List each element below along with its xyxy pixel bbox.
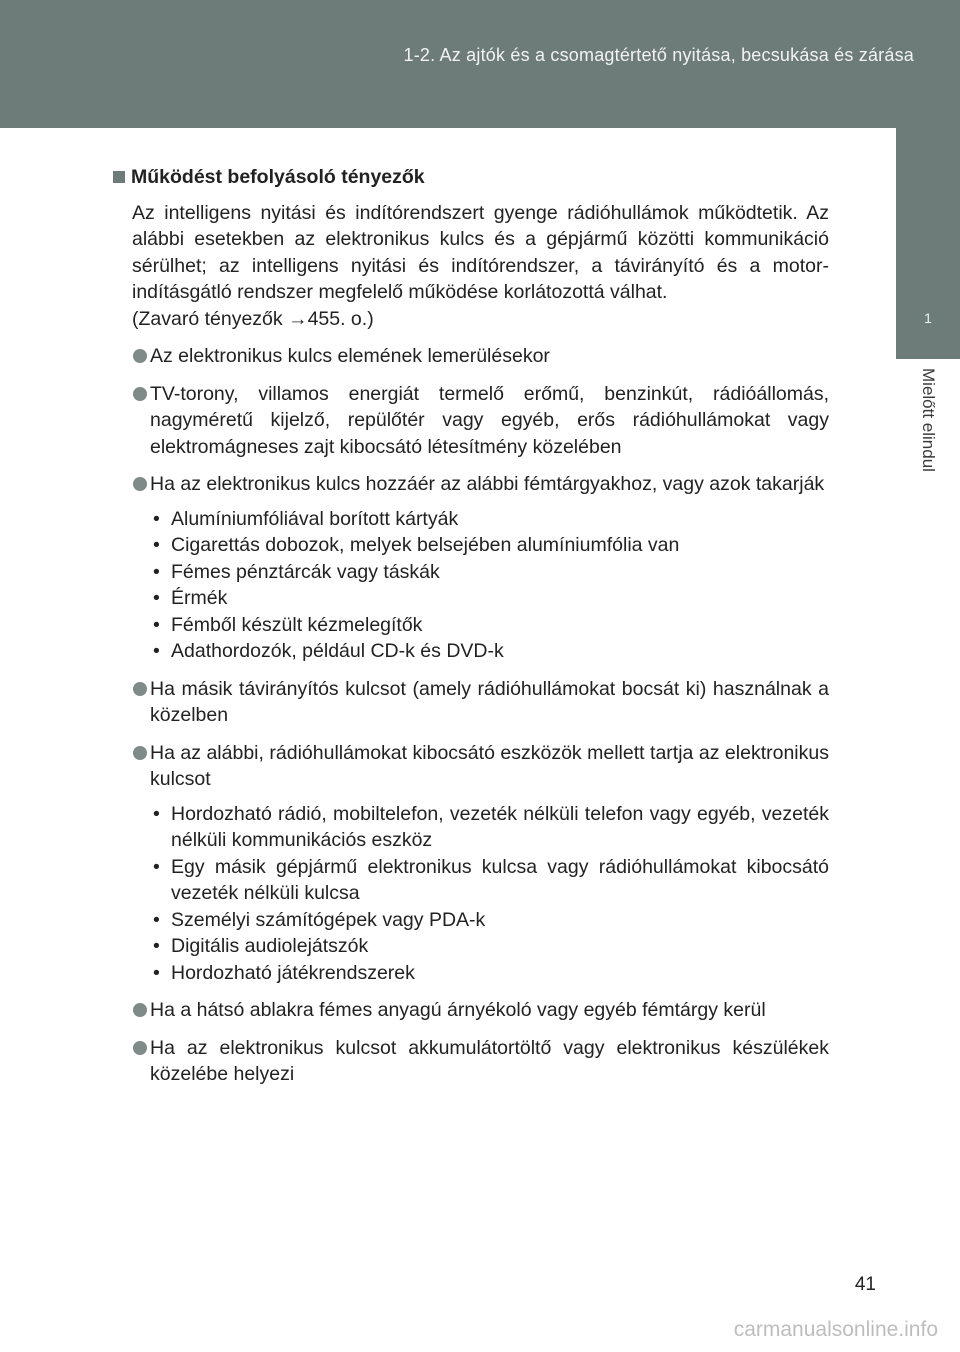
intro-text: Az intelligens nyitási és indítórendszert gyenge rádióhullámok működtetik. Az alábbi esetekben az elektronikus kulcs és a gépjármű közötti kommunikáció sérülhet; az intelligens nyitási és indítórendszer, a távirányító és a motor-indításgátló rendszer megfelelő működése korlátozottá válhat. <box>132 201 829 303</box>
list-item-text: Ha másik távirányítós kulcsot (amely rádióhullámokat bocsát ki) használnak a közelben <box>150 677 829 726</box>
sub-list-item: • Cigarettás dobozok, melyek belsejében alumíniumfólia van <box>171 532 829 559</box>
list-item <box>113 343 829 370</box>
chapter-number: 1 <box>924 310 932 326</box>
chapter-label: Mielőtt elindul <box>919 368 938 472</box>
sub-list-item: • Adathordozók, például CD-k és DVD-k <box>171 638 829 665</box>
circle-bullet-icon <box>133 1003 147 1017</box>
main-content <box>113 164 829 1088</box>
list-item <box>113 381 829 461</box>
sub-list-item: • Hordozható rádió, mobiltelefon, vezeték nélküli telefon vagy egyéb, vezeték nélküli kommunikációs eszköz <box>171 801 829 854</box>
sub-list-item: • Egy másik gépjármű elektronikus kulcsa vagy rádióhullámokat kibocsátó vezeték nélküli kulcsa <box>171 854 829 907</box>
list-item-text: TV-torony, villamos energiát termelő erőmű, benzinkút, rádióállomás, nagyméretű kijelző, repülőtér vagy egyéb, erős rádióhullámokat vagy elektromágneses zajt kibocsátó létesítmény közelében <box>150 382 829 458</box>
sub-list-item: • Fémből készült kézmelegítők <box>171 612 829 639</box>
circle-bullet-icon <box>133 477 147 491</box>
list-item-text: Ha az alábbi, rádióhullámokat kibocsátó eszközök mellett tartja az elektronikus kulcsot <box>150 741 829 790</box>
watermark: carmanualsonline.info <box>733 1318 938 1341</box>
section-heading <box>113 164 829 191</box>
page-number: 41 <box>854 1274 876 1295</box>
header-bar <box>0 0 960 128</box>
section-heading-text: Működést befolyásoló tényezők <box>131 166 425 188</box>
list-item-text: Ha az elektronikus kulcs hozzáér az alábbi fémtárgyakhoz, vagy azok takarják <box>150 473 825 495</box>
square-bullet-icon <box>113 171 125 183</box>
list-item-text: Ha a hátsó ablakra fémes anyagú árnyékoló vagy egyéb fémtárgy kerül <box>150 999 766 1021</box>
list-item <box>113 471 829 498</box>
chapter-side-tab <box>896 128 960 359</box>
circle-bullet-icon <box>133 1041 147 1055</box>
circle-bullet-icon <box>133 682 147 696</box>
sub-list-item: • Digitális audiolejátszók <box>171 933 829 960</box>
intro-paragraph <box>132 200 829 333</box>
sub-list-item: • Hordozható játékrendszerek <box>171 960 829 987</box>
circle-bullet-icon <box>133 349 147 363</box>
chapter-side-label <box>896 368 960 508</box>
circle-bullet-icon <box>133 387 147 401</box>
sub-list <box>113 506 829 665</box>
reference-text: (Zavaró tényezők →455. o.) <box>132 307 374 330</box>
sub-list-item: • Érmék <box>171 585 829 612</box>
sub-list <box>113 801 829 987</box>
list-item <box>113 997 829 1024</box>
list-item <box>113 740 829 793</box>
sub-list-item: • Fémes pénztárcák vagy táskák <box>171 559 829 586</box>
sub-list-item: • Személyi számítógépek vagy PDA-k <box>171 907 829 934</box>
chapter-title: 1-2. Az ajtók és a csomagtértető nyitása, becsukása és zárása <box>403 45 914 65</box>
list-item-text: Ha az elektronikus kulcsot akkumulátortöltő vagy elektronikus készülékek közelébe helyezi <box>150 1036 829 1085</box>
circle-bullet-icon <box>133 746 147 760</box>
list-item <box>113 1035 829 1088</box>
sub-list-item: • Alumíniumfóliával borított kártyák <box>171 506 829 533</box>
list-item <box>113 676 829 729</box>
list-item-text: Az elektronikus kulcs elemének lemerülésekor <box>150 345 550 367</box>
